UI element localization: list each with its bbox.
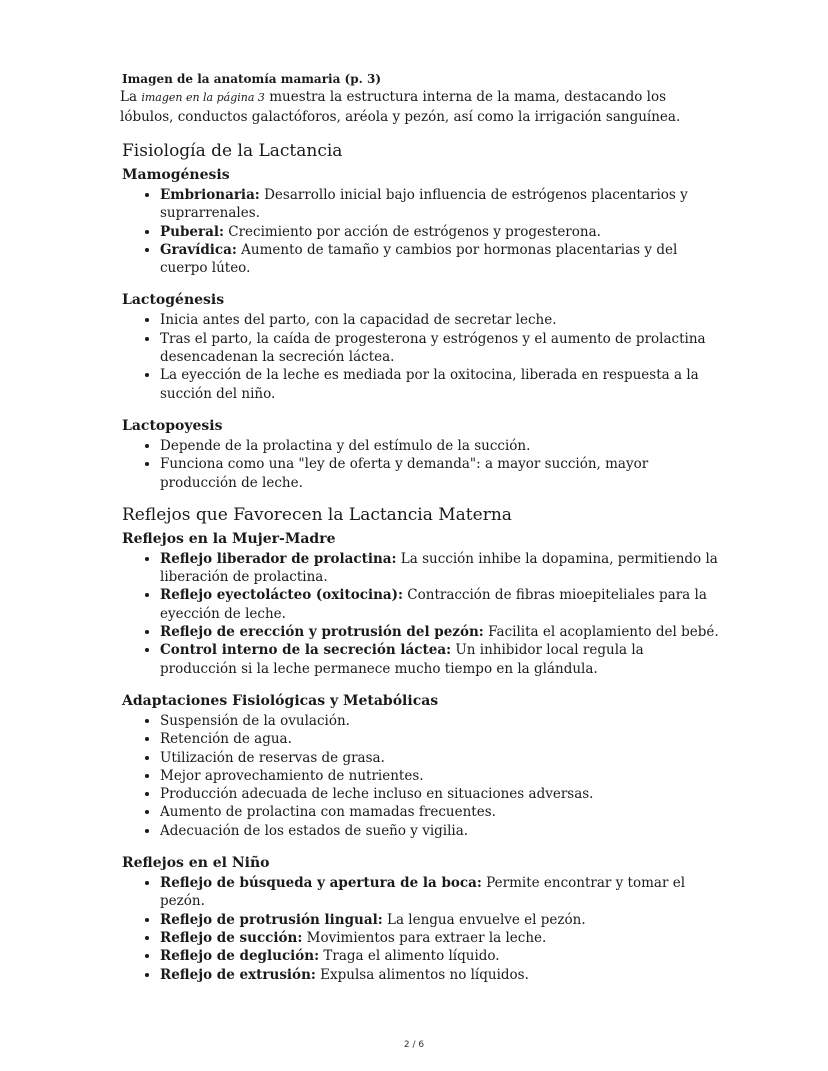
item-term: Puberal: (160, 223, 224, 240)
list-item: • Utilización de reservas de grasa. (160, 749, 720, 767)
item-text: Traga el alimento líquido. (319, 948, 500, 965)
item-term: Reflejo eyectolácteo (oxitocina): (160, 587, 403, 604)
list-item: • Suspensión de la ovulación. (160, 712, 720, 730)
section-title-reflejos: Reflejos que Favorecen la Lactancia Materna (122, 504, 512, 525)
item-term: Control interno de la secreción láctea: (160, 642, 452, 659)
adaptaciones-list (120, 712, 720, 840)
item-text: Expulsa alimentos no líquidos. (315, 966, 529, 983)
list-item: • Funciona como una "ley de oferta y demanda": a mayor succión, mayor producción de leche. (160, 455, 720, 492)
intro-rest: muestra la estructura interna de la mama, destacando los lóbulos, conductos galactóforos, aréola y pezón, así como la irrigación sanguínea. (120, 89, 681, 125)
list-item: • Mejor aprovechamiento de nutrientes. (160, 767, 720, 785)
image-caption: Imagen de la anatomía mamaria (p. 3) (122, 72, 381, 86)
list-item: • La eyección de la leche es mediada por la oxitocina, liberada en respuesta a la succión del niño. (160, 366, 720, 403)
list-item (160, 947, 720, 965)
subsection-title-madre: Reflejos en la Mujer-Madre (122, 530, 336, 547)
item-text: Desarrollo inicial bajo influencia de estrógenos placentarios y suprarrenales. (160, 187, 688, 222)
subsection-title-nino: Reflejos en el Niño (122, 855, 270, 872)
lactopoyesis-list (120, 437, 720, 492)
list-item (160, 911, 720, 929)
document-page (120, 70, 720, 984)
page-indicator: 2 / 6 (403, 1040, 425, 1050)
item-text: Crecimiento por acción de estrógenos y progesterona. (223, 223, 601, 240)
subsection-title-lactopoyesis: Lactopoyesis (122, 417, 223, 434)
list-item: • Tras el parto, la caída de progesterona y estrógenos y el aumento de prolactina desencadenan la secreción láctea. (160, 330, 720, 367)
list-item (160, 623, 720, 641)
list-item (160, 223, 720, 241)
list-item: • Adecuación de los estados de sueño y vigilia. (160, 822, 720, 840)
list-item (160, 929, 720, 947)
reflejos-madre-list (120, 550, 720, 678)
list-item: • Inicia antes del parto, con la capacidad de secretar leche. (160, 311, 720, 329)
intro-prefix: La (120, 89, 142, 105)
item-term: Reflejo de erección y protrusión del pezón: (160, 624, 484, 641)
item-text: La succión inhibe la dopamina, permitiendo la liberación de prolactina. (160, 550, 718, 586)
list-item (160, 550, 720, 587)
item-text: Facilita el acoplamiento del bebé. (483, 624, 719, 641)
item-term: Reflejo de extrusión: (160, 966, 316, 983)
image-intro-paragraph (120, 88, 720, 126)
item-text: Un inhibidor local regula la producción si la leche permanece mucho tiempo en la glándula. (160, 642, 644, 677)
mamogenesis-list (120, 186, 720, 277)
item-text: Permite encontrar y tomar el pezón. (160, 875, 686, 910)
item-term: Embrionaria: (160, 187, 260, 203)
item-term: Reflejo liberador de prolactina: (160, 550, 397, 567)
list-item (160, 186, 720, 223)
section-title-fisiologia: Fisiología de la Lactancia (122, 141, 343, 161)
reflejos-nino-list (120, 874, 720, 984)
list-item: • Retención de agua. (160, 730, 720, 748)
lactogenesis-list (120, 311, 720, 402)
intro-image-reference: imagen en la página 3 (141, 91, 265, 104)
list-item (160, 966, 720, 984)
item-text: Contracción de fibras mioepiteliales para la eyección de leche. (160, 587, 707, 622)
list-item: • Producción adecuada de leche incluso en situaciones adversas. (160, 785, 720, 803)
item-text: Movimientos para extraer la leche. (302, 929, 547, 946)
item-text: La lengua envuelve el pezón. (382, 911, 586, 928)
item-term: Reflejo de succión: (160, 929, 303, 946)
subsection-title-adaptaciones: Adaptaciones Fisiológicas y Metabólicas (122, 692, 439, 709)
list-item (160, 586, 720, 623)
list-item (160, 874, 720, 911)
subsection-title-lactogenesis: Lactogénesis (122, 292, 225, 309)
item-term: Reflejo de deglución: (160, 948, 320, 965)
subsection-title-mamogenesis: Mamogénesis (122, 167, 230, 183)
list-item: • Depende de la prolactina y del estímulo de la succión. (160, 437, 720, 455)
item-term: Reflejo de búsqueda y apertura de la boca: (160, 875, 482, 892)
item-term: Gravídica: (160, 241, 237, 258)
list-item: • Aumento de prolactina con mamadas frecuentes. (160, 803, 720, 821)
item-text: Aumento de tamaño y cambios por hormonas placentarias y del cuerpo lúteo. (160, 241, 678, 277)
item-term: Reflejo de protrusión lingual: (160, 911, 383, 928)
list-item (160, 241, 720, 278)
list-item (160, 641, 720, 678)
